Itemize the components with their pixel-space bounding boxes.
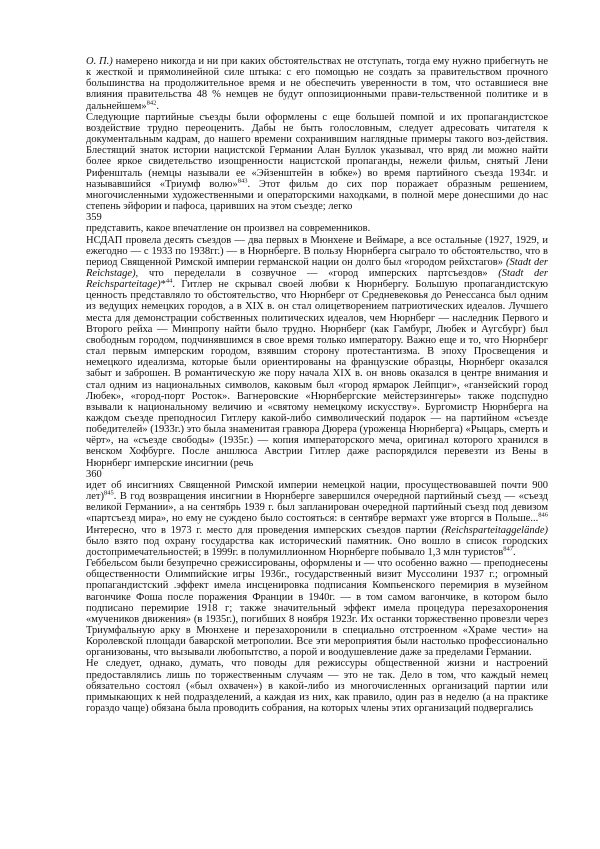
paragraph-3 (86, 223, 548, 234)
text-run: Геббельсом были безупречно срежиссированы, оформлены и — что особенно важно — преподнесены общественности Олимпийские игры 1936г., государственный визит Муссолини 1937 г.; огромный пропагандистский .эффект имела инсценировка подписания Компьенского перемирия в музейном вагончике Фоша после поражения Франции в 1940г. — в том самом вагончике, в котором было подписано перемирие 1918 г; также значительный эффект имела процедура перезахоронения «мучеников движения» (в 1935г.), погибших 8 ноября 1923г. Их останки торжественно провезли через Триумфальную арку в Мюнхене и перезахоронили в специально отстроенном «Храме чести» на Королевской площади баварской метрополии. Все эти мероприятия были настолько профессионально организованы, что вызывали любопытство, а порой и воодушевление даже за пределами Германии. (86, 558, 548, 659)
paragraph-5 (86, 480, 548, 558)
paragraph-2 (86, 112, 548, 212)
text-run: что переделали в созвучное — «город имперских партсъездов» (138, 267, 499, 279)
footnote-ref: 847 (503, 545, 514, 553)
footnote-ref: 846 (538, 511, 548, 519)
text-run: идет об инсигниях Священной Римской империи немецкой нации, просуществовавшей почти 900 лет) (86, 479, 548, 503)
text-run: . (156, 100, 160, 112)
footnote-ref: 845 (104, 489, 114, 497)
footnote-ref: 44 (165, 277, 173, 285)
text-run: * (160, 279, 166, 291)
text-run: Не следует, однако, думать, что поводы для режиссуры общественной жизни и настроений предоставлялись лишь по торжественным случаям — это не так. Дело в том, что каждый немец обязательно состоял («был охвачен») в какой-либо из многочисленных организаций партии или примыкающих к ней подразделений, а каждая из них, как правило, один раз в неделю (а на практике гораздо чаще) обязана была проводить собрания, на которых члены этих организаций подвергались (86, 658, 548, 715)
italic-text: (Stadt der Reichsparteitage) (86, 267, 549, 291)
text-run: Следующие партийные съезды были оформлены с еще большей помпой и их пропагандистское воздействие трудно переоценить. Дабы не быть голословным, следует адресовать читателя к документальным кадрам, до нашего времени сохранившим наглядные примеры такого воз-действия. Блестящий знаток истории нацистской Германии Алан Буллок указывал, что вряд ли можно найти более яркое свидетельство изощренности нацистской пропаганды, нежели фильм, снятый Лени Рифеншталь (немцы называли ее «Эйзенштейн в юбке») во время партийного съезда 1934г. и называвшийся «Триумф волю» (86, 111, 548, 190)
footnote-ref: 843 (237, 177, 248, 185)
text-run: представить, какое впечатление он произвел на современников. (86, 223, 371, 235)
page-number-360: 360 (86, 468, 102, 480)
text-run: . Этот фильм до сих пор поражает образным решением, многочисленными художественными и операторскими находками, в полной мере донесшими до нас степень эйфории и пафоса, царивших на этом съезде; легко (86, 178, 548, 213)
document-page (86, 56, 548, 714)
footnote-ref: 842 (146, 99, 157, 107)
paragraph-6 (86, 558, 548, 658)
text-run: . В год возвращения инсигнии в Нюрнберге завершился очередной партийный съезд — «съезд великой Германии», а на сентябрь 1939 г. был запланирован очередной партийный съезд под девизом «партсъезд мира», но ему не суждено было состояться: в сентябре вермахт уже вторгся в Польше... (86, 491, 548, 525)
page-number-359: 359 (86, 212, 102, 224)
text-run: намерено никогда и ни при каких обстоятельствах не отступать, тогда ему нужно прибегнуть не к жесткой и прямолинейной силе штыка: с его помощью не создать за правительством прочного большинства на продолжительное время и не обеспечить уверенности в том, что оставшиеся вне влияния правительства 48 % немцев не будут оппозиционными прави-тельственной политике и в дальнейшем» (86, 56, 548, 112)
text-run: . Гитлер не скрывал своей любви к Нюрнбергу. Большую пропагандистскую ценность представляло то обстоятельство, что Нюрнберг от Средневековья до Ренессанса был одним из ведущих немецких городов, а в XIX в. он стал олицетворением патриотических идеалов. Лучшего места для демонстрации собственных политических идеалов, чем Нюрнберг — наследник Первого и Второго рейха — Минпропу найти было трудно. Нюрнберг (как Гамбург, Любек и Аугсбург) был свободным городом, подчинявшимся в свое время только императору. Важно еще и то, что Нюрнберг стал первым имперским городом, взявшим сторону протестантизма. В эпоху Просвещения и немецкого идеализма, которые были ориентированы на французские образцы, Нюрнберг оказался забыт и заброшен. В романтическую же пору начала XIX в. он вновь оказался в центре внимания и стал одним из национальных символов, каковым был «город ярмарок Лейпциг», «ганзейский город Любек», «город-порт Росток». Вагнеровские «Нюрнбергские мейстерзингеры» также подспудно взывали к национальному величию и «святому немецкому искусству». Бургомистр Нюрнберга на каждом съезде преподносил Гитлеру какой-либо символический подарок — на партийном «съезде победителей» (1933г.) это была знаменитая гравюра Дюрера (уроженца Нюрнберга) «Рыцарь, смерть и чёрт», на «съезде свободы» (1935г.) — копия императорского меча, оригинал которого хранился в венском Хофбурге. После аншлюса Австрии Гитлер даже распорядился перевезти из Вены в Нюрнберг имперские инсигнии (речь (86, 279, 548, 469)
italic-text: О. П.) (86, 56, 113, 67)
paragraph-4 (86, 235, 548, 469)
paragraph-7 (86, 658, 548, 714)
text-run: Интересно, что в 1973 г. место для проведения имперских съездов партии (86, 524, 442, 536)
text-run: . (513, 546, 516, 558)
italic-text: (Stadt der Reichstage), (86, 256, 548, 279)
paragraph-1 (86, 56, 548, 112)
text-run: НСДАП провела десять съездов — два первых в Мюнхене и Веймаре, а все остальные (1927, 1929, и ежегодно — с 1933 по 1938гг.) — в Нюрнберге. В пользу Нюрнберга сыграло то обстоятельство, что в период Священной Римской империи германской нации он долго был «городом рейхстагов» (86, 234, 548, 268)
italic-text: (Reichsparteitaggelände) (441, 524, 548, 536)
text-run: было взято под охрану государства как исторический памятник. Оно вошло в список городских достопримечательностей; в 1999г. в полумиллионном Нюрнберге побывало 1,3 млн туристов (86, 535, 548, 558)
